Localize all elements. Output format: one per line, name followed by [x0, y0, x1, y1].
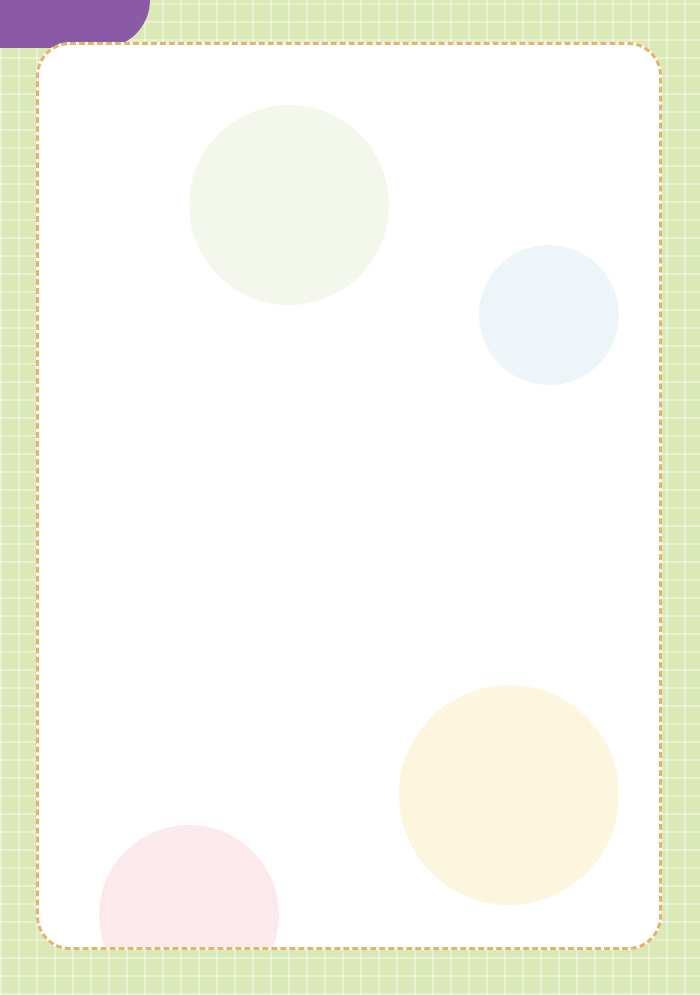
decorative-circle [399, 685, 619, 905]
content-card [36, 42, 662, 950]
decorative-circle [189, 105, 389, 305]
decorative-circle [479, 245, 619, 385]
decorative-circle [99, 825, 279, 950]
body-text [86, 104, 606, 119]
reverse-side-bleed-text [79, 295, 639, 307]
